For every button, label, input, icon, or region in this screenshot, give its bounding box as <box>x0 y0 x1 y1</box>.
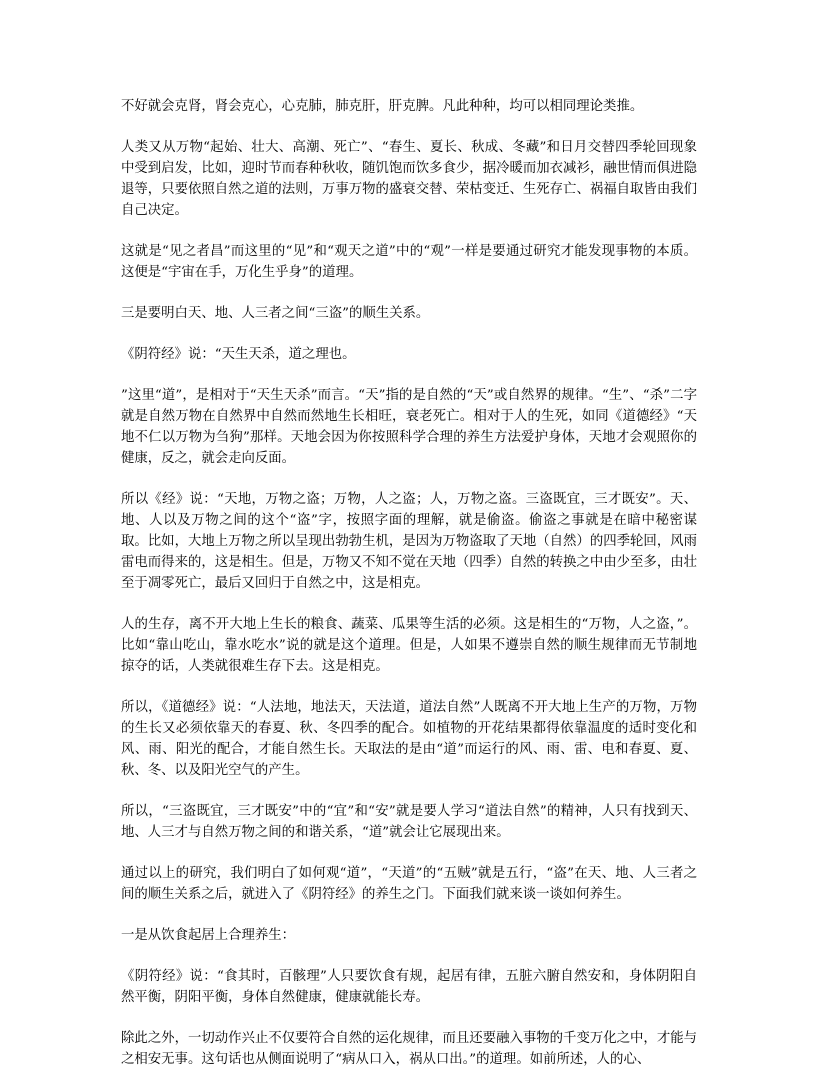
paragraph: 《阴符经》说：“食其时，百骸理”人只要饮食有规，起居有律，五脏六腑自然安和，身体阴阳自然平衡，阴阳平衡，身体自然健康，健康就能长寿。 <box>121 969 697 1005</box>
document-body <box>121 96 697 1090</box>
paragraph: 人类又从万物“起始、壮大、高潮、死亡”、“春生、夏长、秋成、冬藏”和日月交替四季轮回现象中受到启发，比如，迎时节而春种秋收，随饥饱而饮多食少，据冷暖而加衣减衫，融世情而俱进隐退等，只要依照自然之道的法则，万事万物的盛衰交替、荣枯变迁、生死存亡、祸福自取皆由我们自己决定。 <box>121 140 697 218</box>
paragraph: 一是从饮食起居上合理养生： <box>121 928 296 943</box>
paragraph: 这就是“见之者昌”而这里的“见”和“观天之道”中的“观”一样是要通过研究才能发现事物的本质。这便是“宇宙在手，万化生乎身”的道理。 <box>121 244 697 280</box>
paragraph: 人的生存，离不开大地上生长的粮食、蔬菜、瓜果等生活的必须。这是相生的“万物，人之盗，”。比如“靠山吃山，靠水吃水”说的就是这个道理。但是，人如果不遵崇自然的顺生规律而无节制地掠夺的话，人类就很难生存下去。这是相克。 <box>121 617 697 674</box>
paragraph: 所以，“三盗既宜，三才既安”中的“宜”和“安”就是要人学习“道法自然”的精神，人只有找到天、地、人三才与自然万物之间的和谐关系，“道”就会让它展现出来。 <box>121 804 697 840</box>
paragraph: 除此之外，一切动作兴止不仅要符合自然的运化规律，而且还要融入事物的千变万化之中，才能与之相安无事。这句话也从侧面说明了“病从口入，祸从口出。”的道理。如前所述，人的心、 <box>121 1031 697 1067</box>
paragraph: 《阴符经》说：“天生天杀，道之理也。 <box>121 347 356 362</box>
paragraph: 通过以上的研究，我们明白了如何观“道”，“天道”的“五贼”就是五行，“盗”在天、地、人三者之间的顺生关系之后，就进入了《阴符经》的养生之门。下面我们就来谈一谈如何养生。 <box>121 866 697 902</box>
paragraph: ”这里“道”，是相对于“天生天杀”而言。“天”指的是自然的“天”或自然界的规律。“生”、“杀”二字就是自然万物在自然界中自然而然地生长相旺，衰老死亡。相对于人的生死，如同《道德经》“天地不仁以万物为刍狗”那样。天地会因为你按照科学合理的养生方法爱护身体，天地才会观照你的健康，反之，就会走向反面。 <box>121 388 697 466</box>
paragraph: 不好就会克肾，肾会克心，心克肺，肺克肝，肝克脾。凡此种种，均可以相同理论类推。 <box>121 99 644 114</box>
paragraph: 所以，《道德经》说：“人法地，地法天，天法道，道法自然”人既离不开大地上生产的万物，万物的生长又必须依靠天的春夏、秋、冬四季的配合。如植物的开花结果都得依靠温度的适时变化和风、雨、阳光的配合，才能自然生长。天取法的是由“道”而运行的风、雨、雷、电和春夏、夏、秋、冬、以及阳光空气的产生。 <box>121 700 697 778</box>
paragraph: 所以《经》说：“天地，万物之盗；万物，人之盗；人，万物之盗。三盗既宜，三才既安”。天、地、人以及万物之间的这个“盗”字，按照字面的理解，就是偷盗。偷盗之事就是在暗中秘密谋取。比如，大地上万物之所以呈现出勃勃生机，是因为万物盗取了天地（自然）的四季轮回，风雨雷电而得来的，这是相生。但是，万物又不知不觉在天地（四季）自然的转换之中由少至多，由壮至于凋零死亡，最后又回归于自然之中，这是相克。 <box>121 492 697 591</box>
paragraph: 三是要明白天、地、人三者之间“三盗”的顺生关系。 <box>121 306 430 321</box>
